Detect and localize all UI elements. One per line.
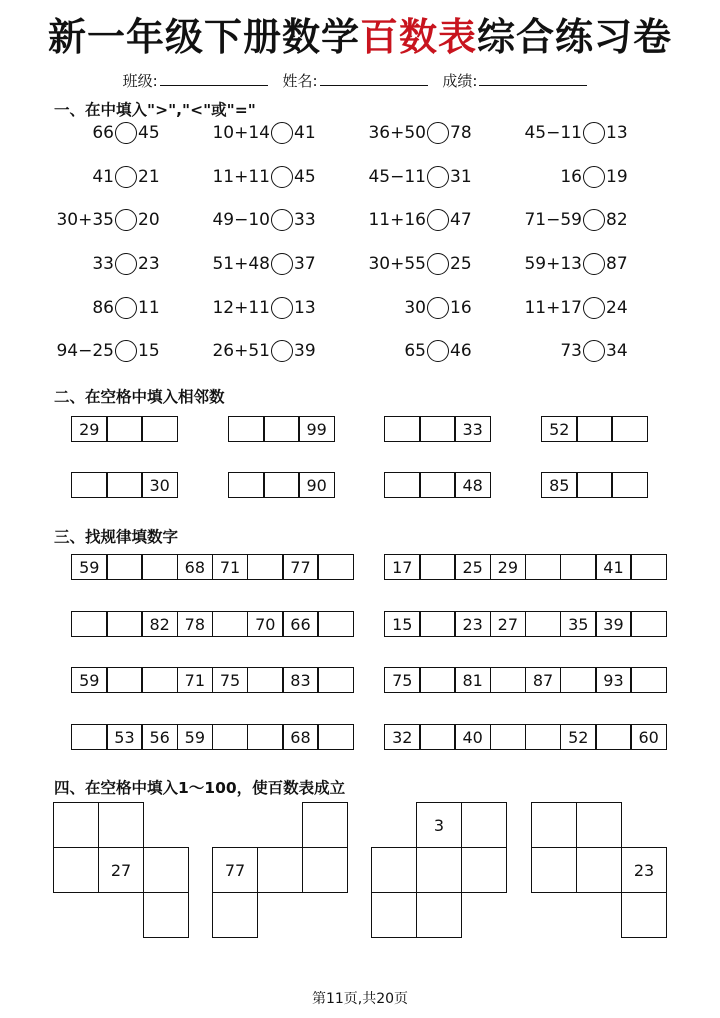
comparison-left: 45−11 bbox=[368, 167, 426, 187]
answer-circle[interactable] bbox=[427, 122, 449, 144]
comparison-right: 45 bbox=[294, 167, 316, 187]
comparison-right: 19 bbox=[606, 167, 628, 187]
comparison-left: 41 bbox=[92, 167, 114, 187]
comparison-item bbox=[192, 339, 316, 363]
number-box: 83 bbox=[282, 667, 319, 693]
comparison-item bbox=[348, 208, 472, 232]
number-box-row bbox=[384, 611, 667, 637]
answer-circle[interactable] bbox=[115, 166, 137, 188]
number-box: 25 bbox=[454, 554, 491, 580]
comparison-item bbox=[36, 296, 160, 320]
number-box: 17 bbox=[384, 554, 421, 580]
number-box: 52 bbox=[541, 416, 578, 442]
blank-box[interactable] bbox=[384, 472, 421, 498]
comparison-item bbox=[504, 296, 628, 320]
comparison-left: 65 bbox=[404, 341, 426, 361]
number-box-row bbox=[541, 472, 648, 498]
blank-box[interactable] bbox=[257, 847, 303, 893]
answer-circle[interactable] bbox=[115, 340, 137, 362]
number-box-row bbox=[228, 472, 335, 498]
blank-box[interactable] bbox=[611, 472, 648, 498]
number-box: 70 bbox=[247, 611, 284, 637]
number-box-row bbox=[71, 724, 354, 750]
comparison-right: 13 bbox=[606, 123, 628, 143]
section2-title: 二、在空格中填入相邻数 bbox=[54, 388, 225, 406]
blank-box[interactable] bbox=[247, 554, 284, 580]
comparison-item bbox=[36, 252, 160, 276]
number-box: 75 bbox=[212, 667, 249, 693]
blank-box[interactable] bbox=[317, 554, 354, 580]
comparison-right: 15 bbox=[138, 341, 160, 361]
comparison-left: 94−25 bbox=[56, 341, 114, 361]
answer-circle[interactable] bbox=[583, 122, 605, 144]
comparison-item bbox=[348, 165, 472, 189]
comparison-item bbox=[36, 165, 160, 189]
answer-circle[interactable] bbox=[115, 253, 137, 275]
blank-box[interactable] bbox=[490, 724, 527, 750]
number-box: 15 bbox=[384, 611, 421, 637]
comparison-left: 11+16 bbox=[368, 210, 426, 230]
number-box: 35 bbox=[560, 611, 597, 637]
answer-circle[interactable] bbox=[271, 166, 293, 188]
comparison-left: 30 bbox=[404, 298, 426, 318]
number-box: 3 bbox=[416, 802, 462, 848]
page-footer: 第11页,共20页 bbox=[311, 991, 409, 1007]
blank-box[interactable] bbox=[525, 611, 562, 637]
number-box: 90 bbox=[298, 472, 335, 498]
comparison-item bbox=[504, 165, 628, 189]
answer-circle[interactable] bbox=[583, 340, 605, 362]
answer-circle[interactable] bbox=[271, 122, 293, 144]
blank-box[interactable] bbox=[525, 554, 562, 580]
number-box-row bbox=[384, 724, 667, 750]
number-box: 59 bbox=[71, 667, 108, 693]
blank-box[interactable] bbox=[595, 724, 632, 750]
blank-box[interactable] bbox=[576, 847, 622, 893]
blank-box[interactable] bbox=[419, 724, 456, 750]
answer-circle[interactable] bbox=[271, 340, 293, 362]
blank-box[interactable] bbox=[228, 416, 265, 442]
comparison-right: 23 bbox=[138, 254, 160, 274]
number-box: 29 bbox=[490, 554, 527, 580]
number-box: 29 bbox=[71, 416, 108, 442]
comparison-right: 47 bbox=[450, 210, 472, 230]
answer-circle[interactable] bbox=[115, 209, 137, 231]
blank-box[interactable] bbox=[384, 416, 421, 442]
comparison-item bbox=[192, 121, 316, 145]
blank-box[interactable] bbox=[143, 847, 189, 893]
comparison-left: 73 bbox=[560, 341, 582, 361]
comparison-item bbox=[348, 121, 472, 145]
number-box: 56 bbox=[141, 724, 178, 750]
blank-box[interactable] bbox=[247, 667, 284, 693]
comparison-left: 10+14 bbox=[212, 123, 270, 143]
blank-box[interactable] bbox=[531, 847, 577, 893]
blank-box[interactable] bbox=[317, 724, 354, 750]
comparison-left: 11+17 bbox=[524, 298, 582, 318]
blank-box[interactable] bbox=[419, 554, 456, 580]
blank-box[interactable] bbox=[461, 802, 507, 848]
blank-box[interactable] bbox=[630, 611, 667, 637]
blank-box[interactable] bbox=[53, 802, 99, 848]
comparison-right: 13 bbox=[294, 298, 316, 318]
blank-box[interactable] bbox=[490, 667, 527, 693]
score-blank[interactable] bbox=[479, 71, 587, 86]
blank-box[interactable] bbox=[71, 472, 108, 498]
name-blank[interactable] bbox=[320, 71, 428, 86]
comparison-right: 20 bbox=[138, 210, 160, 230]
comparison-left: 12+11 bbox=[212, 298, 270, 318]
number-box: 23 bbox=[454, 611, 491, 637]
section4-title: 四、在空格中填入1～100，使百数表成立 bbox=[54, 779, 346, 797]
section3-title: 三、找规律填数字 bbox=[54, 528, 179, 546]
number-box: 66 bbox=[282, 611, 319, 637]
blank-box[interactable] bbox=[416, 847, 462, 893]
number-box-row bbox=[71, 554, 354, 580]
blank-box[interactable] bbox=[212, 724, 249, 750]
score-label: 成绩: bbox=[442, 72, 478, 90]
title-prefix: 新一年级下册数学 bbox=[47, 15, 360, 59]
comparison-right: 33 bbox=[294, 210, 316, 230]
comparison-left: 49−10 bbox=[212, 210, 270, 230]
comparison-left: 86 bbox=[92, 298, 114, 318]
blank-box[interactable] bbox=[371, 847, 417, 893]
class-blank[interactable] bbox=[160, 71, 268, 86]
answer-circle[interactable] bbox=[271, 209, 293, 231]
comparison-item bbox=[192, 296, 316, 320]
blank-box[interactable] bbox=[531, 802, 577, 848]
blank-box[interactable] bbox=[371, 892, 417, 938]
answer-circle[interactable] bbox=[583, 209, 605, 231]
number-box: 33 bbox=[454, 416, 491, 442]
blank-box[interactable] bbox=[317, 611, 354, 637]
blank-box[interactable] bbox=[106, 667, 143, 693]
number-box: 71 bbox=[177, 667, 214, 693]
comparison-right: 82 bbox=[606, 210, 628, 230]
number-box: 87 bbox=[525, 667, 562, 693]
name-label: 姓名: bbox=[282, 72, 318, 90]
comparison-item bbox=[36, 339, 160, 363]
comparison-left: 66 bbox=[92, 123, 114, 143]
comparison-right: 34 bbox=[606, 341, 628, 361]
comparison-right: 37 bbox=[294, 254, 316, 274]
number-box: 59 bbox=[177, 724, 214, 750]
number-box: 77 bbox=[212, 847, 258, 893]
number-box: 30 bbox=[141, 472, 178, 498]
student-info-line bbox=[0, 70, 720, 91]
blank-box[interactable] bbox=[560, 667, 597, 693]
blank-box[interactable] bbox=[141, 554, 178, 580]
number-box-row bbox=[228, 416, 335, 442]
blank-box[interactable] bbox=[247, 724, 284, 750]
comparison-item bbox=[192, 165, 316, 189]
comparison-right: 45 bbox=[138, 123, 160, 143]
comparison-item bbox=[192, 252, 316, 276]
comparison-right: 39 bbox=[294, 341, 316, 361]
comparison-left: 26+51 bbox=[212, 341, 270, 361]
comparison-right: 31 bbox=[450, 167, 472, 187]
number-box: 48 bbox=[454, 472, 491, 498]
blank-box[interactable] bbox=[302, 802, 348, 848]
number-box-row bbox=[384, 416, 491, 442]
answer-circle[interactable] bbox=[427, 209, 449, 231]
blank-box[interactable] bbox=[630, 554, 667, 580]
number-box: 82 bbox=[141, 611, 178, 637]
blank-box[interactable] bbox=[461, 847, 507, 893]
number-box: 53 bbox=[106, 724, 143, 750]
comparison-item bbox=[192, 208, 316, 232]
answer-circle[interactable] bbox=[427, 340, 449, 362]
answer-circle[interactable] bbox=[427, 166, 449, 188]
blank-box[interactable] bbox=[317, 667, 354, 693]
blank-box[interactable] bbox=[106, 416, 143, 442]
answer-circle[interactable] bbox=[427, 297, 449, 319]
comparison-left: 59+13 bbox=[524, 254, 582, 274]
number-box: 93 bbox=[595, 667, 632, 693]
number-box: 99 bbox=[298, 416, 335, 442]
comparison-left: 51+48 bbox=[212, 254, 270, 274]
blank-box[interactable] bbox=[416, 892, 462, 938]
page-title bbox=[0, 6, 720, 61]
number-box: 71 bbox=[212, 554, 249, 580]
title-suffix: 综合练习卷 bbox=[477, 15, 673, 59]
blank-box[interactable] bbox=[212, 892, 258, 938]
comparison-item bbox=[504, 339, 628, 363]
number-box-row bbox=[71, 416, 178, 442]
comparison-right: 21 bbox=[138, 167, 160, 187]
blank-box[interactable] bbox=[71, 724, 108, 750]
blank-box[interactable] bbox=[263, 472, 300, 498]
blank-box[interactable] bbox=[228, 472, 265, 498]
blank-box[interactable] bbox=[141, 416, 178, 442]
comparison-item bbox=[348, 252, 472, 276]
comparison-right: 87 bbox=[606, 254, 628, 274]
number-box-row bbox=[384, 554, 667, 580]
number-box-row bbox=[541, 416, 648, 442]
section1-title: 一、在中填入">","<"或"=" bbox=[54, 101, 256, 119]
blank-box[interactable] bbox=[576, 416, 613, 442]
number-box: 59 bbox=[71, 554, 108, 580]
comparison-left: 11+11 bbox=[212, 167, 270, 187]
blank-box[interactable] bbox=[302, 847, 348, 893]
comparison-item bbox=[504, 252, 628, 276]
blank-box[interactable] bbox=[630, 667, 667, 693]
blank-box[interactable] bbox=[621, 892, 667, 938]
number-box: 60 bbox=[630, 724, 667, 750]
answer-circle[interactable] bbox=[583, 166, 605, 188]
number-box: 52 bbox=[560, 724, 597, 750]
number-box: 81 bbox=[454, 667, 491, 693]
number-box-row bbox=[71, 611, 354, 637]
number-box: 40 bbox=[454, 724, 491, 750]
blank-box[interactable] bbox=[576, 802, 622, 848]
number-box: 41 bbox=[595, 554, 632, 580]
comparison-right: 11 bbox=[138, 298, 160, 318]
answer-circle[interactable] bbox=[271, 297, 293, 319]
answer-circle[interactable] bbox=[271, 253, 293, 275]
blank-box[interactable] bbox=[212, 611, 249, 637]
blank-box[interactable] bbox=[263, 416, 300, 442]
blank-box[interactable] bbox=[576, 472, 613, 498]
blank-box[interactable] bbox=[611, 416, 648, 442]
number-box: 78 bbox=[177, 611, 214, 637]
blank-box[interactable] bbox=[141, 667, 178, 693]
number-box-row bbox=[384, 667, 667, 693]
comparison-item bbox=[348, 339, 472, 363]
answer-circle[interactable] bbox=[427, 253, 449, 275]
comparison-left: 36+50 bbox=[368, 123, 426, 143]
number-box-row bbox=[71, 472, 178, 498]
comparison-item bbox=[36, 208, 160, 232]
number-box: 27 bbox=[490, 611, 527, 637]
number-box-row bbox=[71, 667, 354, 693]
answer-circle[interactable] bbox=[115, 122, 137, 144]
answer-circle[interactable] bbox=[115, 297, 137, 319]
number-box: 77 bbox=[282, 554, 319, 580]
comparison-left: 33 bbox=[92, 254, 114, 274]
comparison-left: 45−11 bbox=[524, 123, 582, 143]
number-box: 32 bbox=[384, 724, 421, 750]
blank-box[interactable] bbox=[419, 611, 456, 637]
number-box: 75 bbox=[384, 667, 421, 693]
comparison-left: 30+55 bbox=[368, 254, 426, 274]
comparison-item bbox=[36, 121, 160, 145]
number-box: 23 bbox=[621, 847, 667, 893]
blank-box[interactable] bbox=[71, 611, 108, 637]
comparison-right: 78 bbox=[450, 123, 472, 143]
blank-box[interactable] bbox=[143, 892, 189, 938]
title-highlight: 百数表 bbox=[359, 15, 477, 59]
comparison-item bbox=[504, 121, 628, 145]
blank-box[interactable] bbox=[98, 802, 144, 848]
number-box: 27 bbox=[98, 847, 144, 893]
blank-box[interactable] bbox=[560, 554, 597, 580]
number-box-row bbox=[384, 472, 491, 498]
blank-box[interactable] bbox=[106, 554, 143, 580]
answer-circle[interactable] bbox=[583, 253, 605, 275]
class-label: 班级: bbox=[122, 72, 158, 90]
comparison-item bbox=[348, 296, 472, 320]
comparison-right: 25 bbox=[450, 254, 472, 274]
blank-box[interactable] bbox=[106, 611, 143, 637]
comparison-right: 24 bbox=[606, 298, 628, 318]
blank-box[interactable] bbox=[106, 472, 143, 498]
blank-box[interactable] bbox=[525, 724, 562, 750]
blank-box[interactable] bbox=[419, 472, 456, 498]
comparison-right: 16 bbox=[450, 298, 472, 318]
comparison-left: 71−59 bbox=[524, 210, 582, 230]
comparison-right: 46 bbox=[450, 341, 472, 361]
blank-box[interactable] bbox=[53, 847, 99, 893]
blank-box[interactable] bbox=[419, 667, 456, 693]
comparison-left: 30+35 bbox=[56, 210, 114, 230]
number-box: 68 bbox=[282, 724, 319, 750]
answer-circle[interactable] bbox=[583, 297, 605, 319]
number-box: 85 bbox=[541, 472, 578, 498]
number-box: 39 bbox=[595, 611, 632, 637]
blank-box[interactable] bbox=[419, 416, 456, 442]
comparison-right: 41 bbox=[294, 123, 316, 143]
number-box: 68 bbox=[177, 554, 214, 580]
comparison-item bbox=[504, 208, 628, 232]
comparison-left: 16 bbox=[560, 167, 582, 187]
